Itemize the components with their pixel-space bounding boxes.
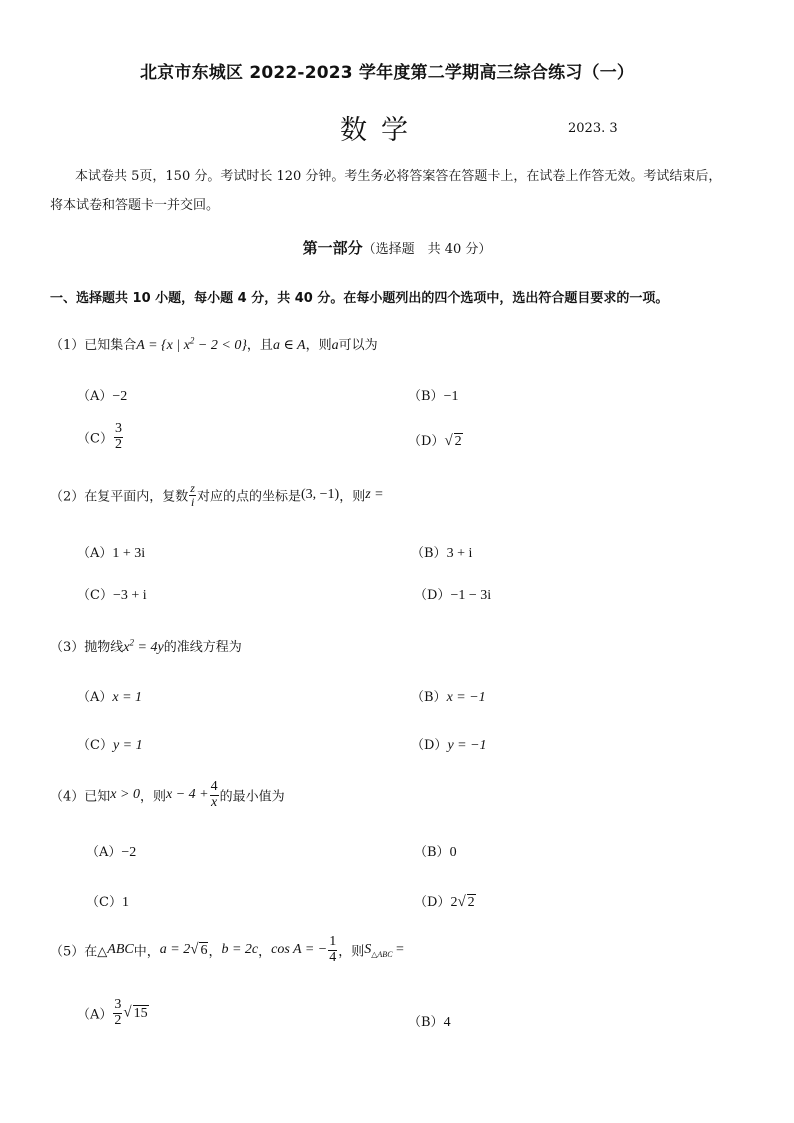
option-value: y = 1 [112,738,143,753]
fraction: $\frac{4}{x}$ [210,779,218,810]
option-label: （C） [77,431,113,447]
exam-instructions [50,162,756,220]
option-value: −2 [112,389,128,404]
question-text: 已知 [84,789,111,805]
fraction: $\frac{z}{i}$ [190,481,195,509]
question-text: 在复平面内，复数 [84,489,189,505]
question-number: （3） [50,640,85,655]
option-label: （B） [408,1015,444,1030]
fraction: $\frac{3}{2}$ [114,997,122,1028]
condition: x > 0 [110,787,140,803]
radicand: 2 [454,434,462,449]
expression: x − 4 + [165,787,209,803]
sqrt-sign: √ [123,1004,132,1021]
exam-date: 2023. 3 [568,121,618,136]
option-value: −3 + i [112,588,147,603]
fraction: $\frac{1}{4}$ [329,934,337,965]
section-one-instructions: 一、选择题共 10 小题，每小题 4 分，共 40 分。在每小题列出的四个选项中，选出符合题目要求的一项。 [50,291,669,306]
exam-title: 北京市东城区 2022-2023 学年度第二学期高三综合练习（一） [140,63,635,83]
equation: z = [365,487,384,503]
question-number: （2） [50,489,85,505]
instructions-line-1: 本试卷共 5页，150 分。考试时长 120 分钟。考生务必将答案答在答题卡上，在试卷上作答无效。考试结束后， [75,169,722,184]
option-value: 0 [449,845,457,860]
question-number: （5） [50,944,85,960]
q1-option-b[interactable] [408,385,458,405]
part-one-heading [0,237,794,258]
q4-option-b[interactable] [414,841,457,861]
option-value: −1 − 3i [450,588,492,603]
option-value: 1 [121,895,129,910]
question-2 [50,482,384,508]
q2-option-d[interactable] [414,584,491,604]
question-number: （1） [50,338,85,353]
q1-option-d[interactable] [408,430,463,450]
q2-option-a[interactable] [77,542,145,562]
q1-option-c[interactable] [77,422,124,452]
q3-option-a[interactable] [77,686,142,706]
sqrt-sign: √ [444,433,453,449]
q1-option-a[interactable] [77,385,127,405]
question-number: （4） [50,789,85,805]
q2-option-b[interactable] [411,542,472,562]
option-label: （D） [414,588,451,603]
option-value: 4 [443,1015,451,1030]
option-label: （B） [411,546,447,561]
set-expression: A = {x | $x^2 - 2 < 0$} [136,335,247,353]
option-label: （A） [77,1007,113,1023]
variable: a [331,338,339,353]
option-label: （B） [414,845,450,860]
instructions-line-2: 将本试卷和答题卡一并交回。 [50,198,220,213]
radicand: 15 [133,1005,148,1021]
q5-option-b[interactable] [408,1011,451,1031]
coefficient: 2 [450,895,458,910]
q3-option-d[interactable] [411,734,487,754]
option-label: （A） [86,845,122,860]
q4-option-d[interactable] [414,891,476,911]
question-4 [50,780,285,810]
question-text: ，则 [139,789,166,805]
question-text: 对应的点的坐标是 [196,489,301,505]
subject-title: 数学 [340,115,422,146]
option-label: （D） [414,895,451,910]
option-value: −2 [121,845,137,860]
radicand: 2 [467,895,475,910]
q4-option-c[interactable] [86,891,129,911]
side-a-equation: a = 2 [159,942,191,958]
question-5 [50,935,404,965]
point-coordinates: (3, −1) [300,487,340,503]
q5-option-a[interactable] [77,998,149,1028]
option-value: x = 1 [112,690,143,705]
option-value: x = −1 [446,690,486,705]
q3-option-b[interactable] [411,686,486,706]
option-label: （C） [86,895,122,910]
part-one-title: 第一部分 [302,239,363,257]
question-text: ，则 [338,944,365,960]
separator: ， [258,944,272,960]
question-text: ，则 [305,338,332,353]
question-text: 抛物线 [84,640,124,655]
question-3 [50,636,242,656]
fraction: $\frac{3}{2}$ [114,421,122,452]
option-label: （D） [411,738,448,753]
question-text: 的准线方程为 [163,640,242,655]
q3-option-c[interactable] [77,734,143,754]
question-text: ，且 [246,338,273,353]
option-value: y = −1 [447,738,487,753]
question-text: ，则 [339,489,366,505]
option-label: （B） [411,690,447,705]
side-b-equation: b = 2c [221,942,259,958]
question-text: 已知集合 [84,338,137,353]
option-label: （C） [77,738,113,753]
q4-option-a[interactable] [86,841,136,861]
question-text: 中， [133,944,160,960]
cosine-equation: cos A = − [271,942,328,958]
sqrt-sign: √ [190,941,199,958]
question-text: 可以为 [338,338,378,353]
radicand: 6 [200,942,208,958]
option-value: −1 [443,389,459,404]
option-label: （D） [408,434,445,449]
question-1 [50,334,378,354]
triangle-name: ABC [107,942,134,958]
q2-option-c[interactable] [77,584,147,604]
sqrt-sign: √ [457,894,466,910]
condition: a ∈ A [272,338,306,353]
option-label: （C） [77,588,113,603]
part-one-subtitle: （选择题 共 40 分） [362,242,492,257]
area-symbol: $S_{\triangle ABC}$ = [364,941,404,959]
option-value: 1 + 3i [112,546,146,561]
option-label: （A） [77,389,113,404]
option-value: 3 + i [446,546,473,561]
option-label: （A） [77,546,113,561]
option-label: （B） [408,389,444,404]
question-text: 的最小值为 [219,789,285,805]
option-label: （A） [77,690,113,705]
question-text: 在△ [84,944,108,960]
separator: ， [208,944,222,960]
parabola-equation: $x^2 = 4y$ [123,637,164,655]
